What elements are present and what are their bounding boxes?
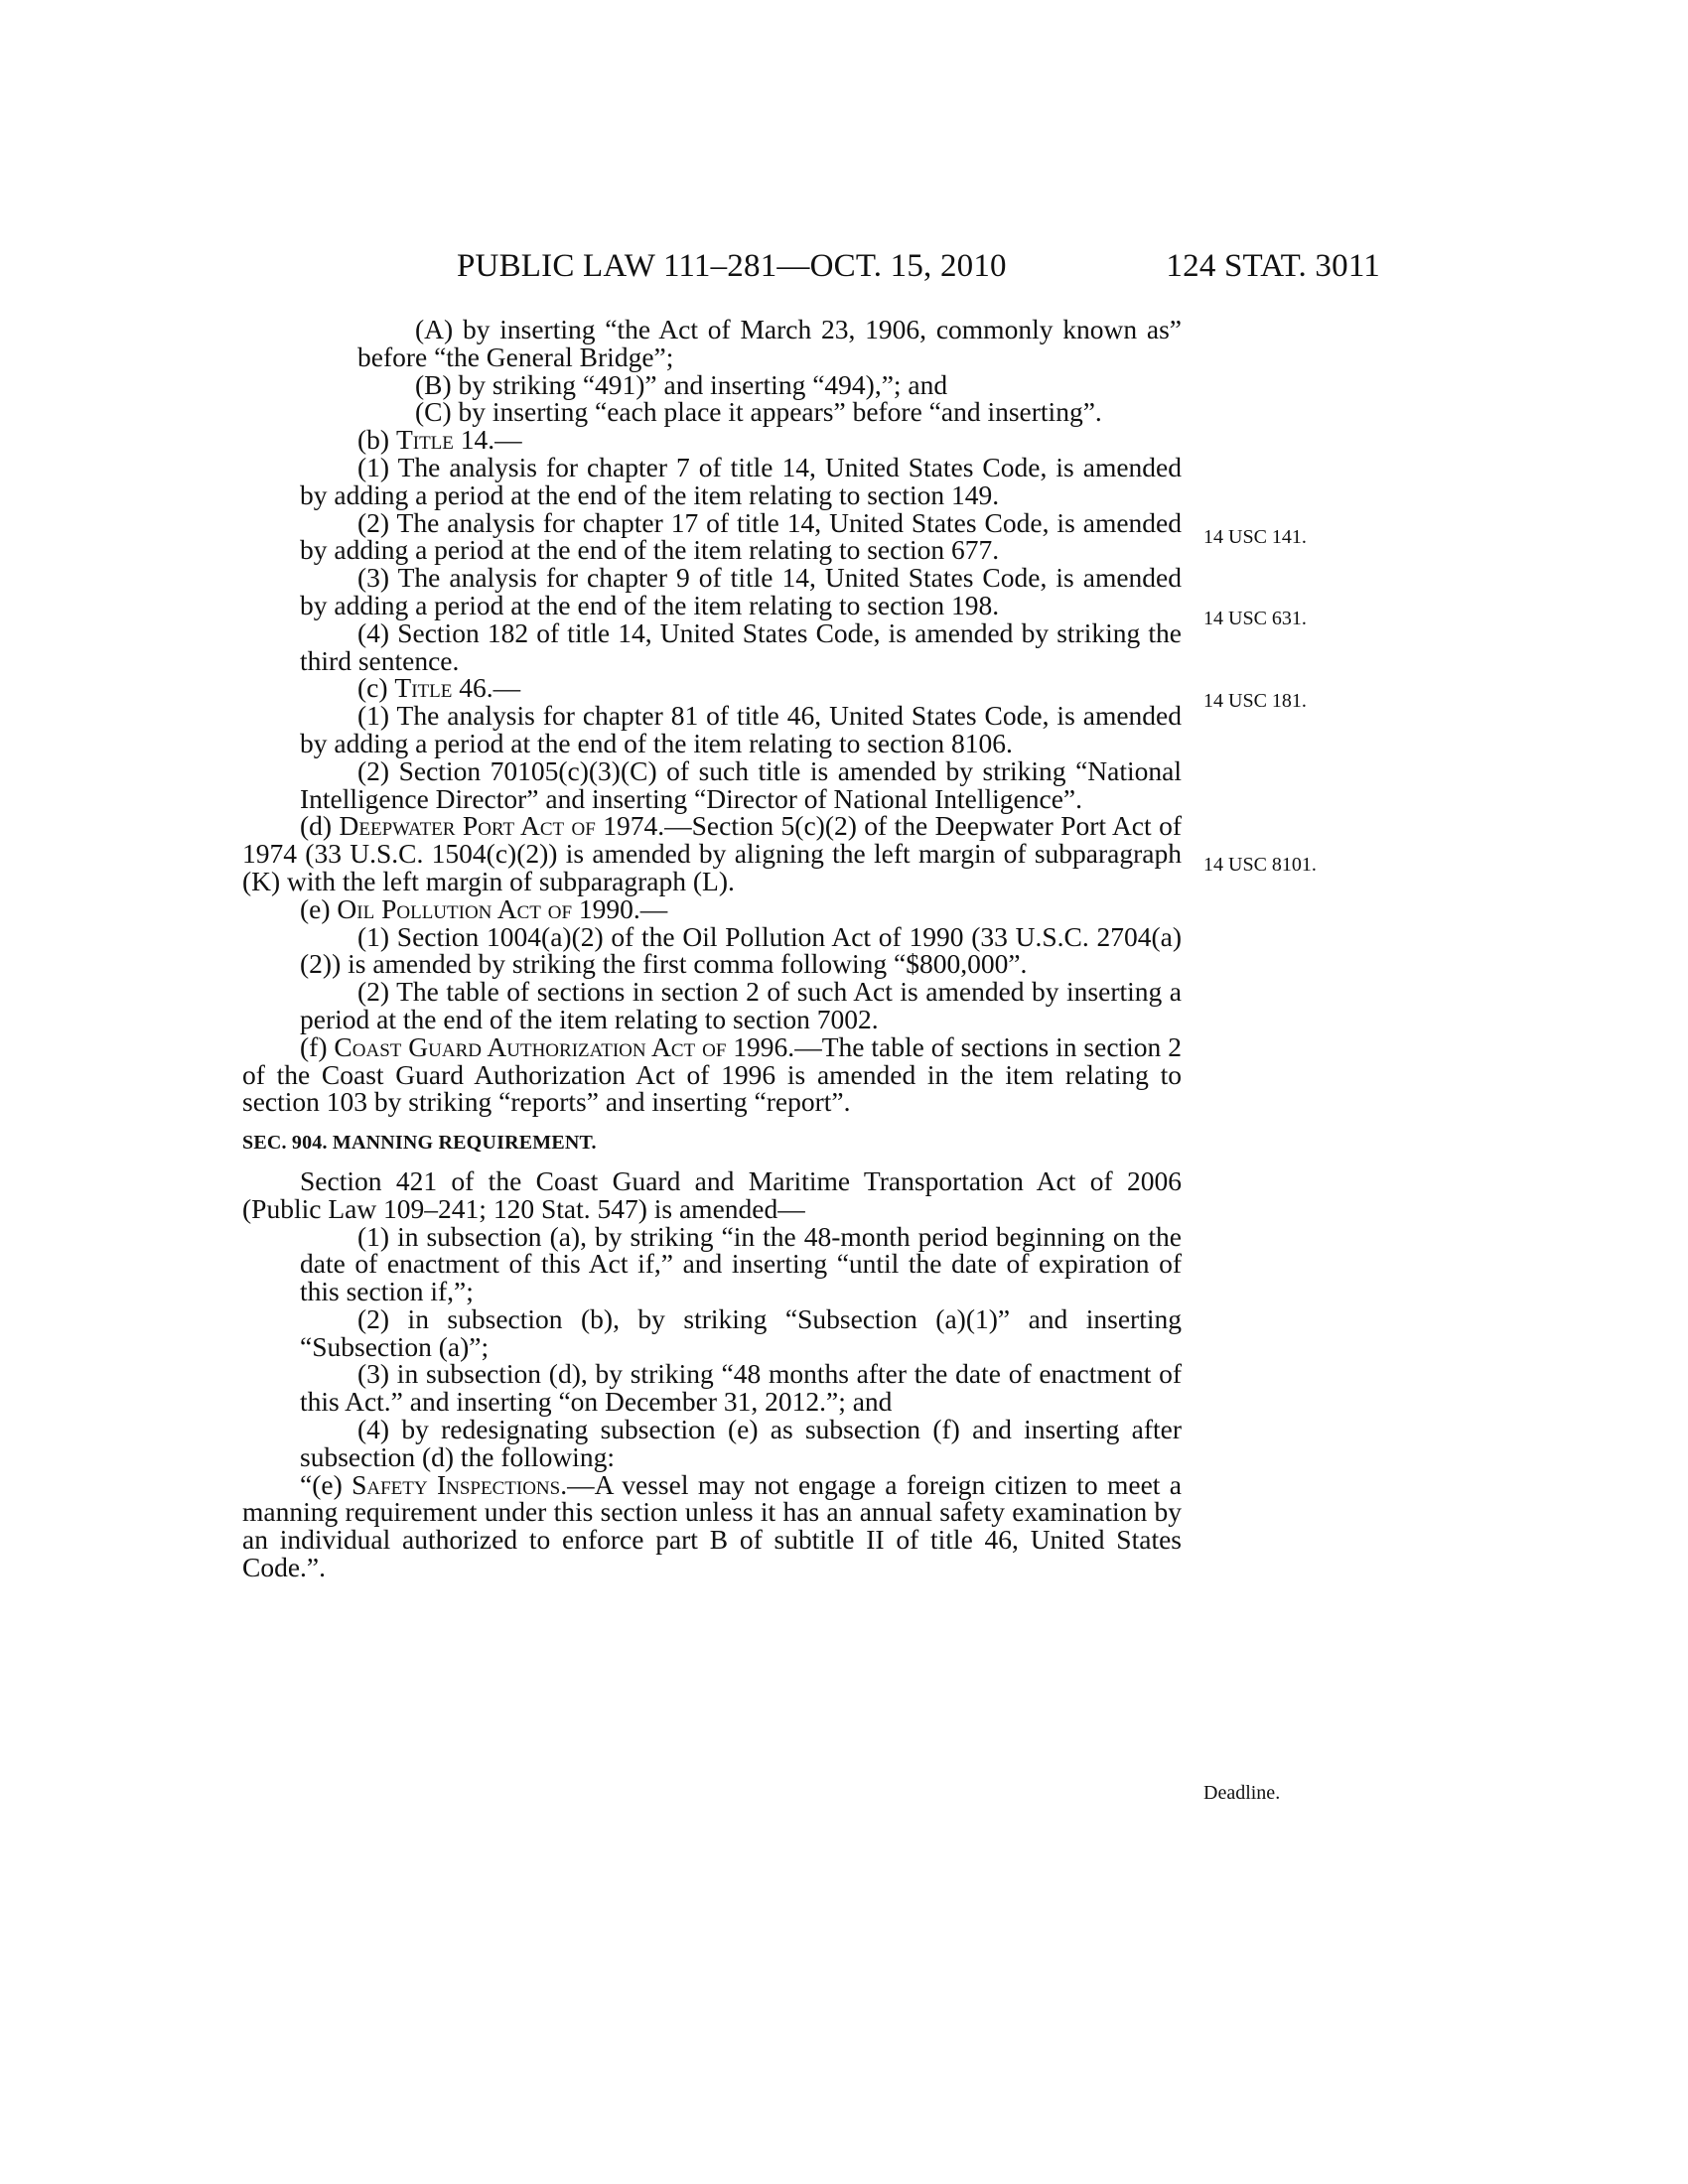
section-904-para-4: (4) by redesignating subsection (e) as subsection (f) and inserting after subsection (d) the following: [300,1414,1182,1472]
margin-note-14usc631: 14 USC 631. [1203,608,1307,629]
title14-para-2: (2) The analysis for chapter 17 of title 14, United States Code, is amended by adding a period at the end of the item relating to section 677. [300,506,1182,566]
section-904-intro: Section 421 of the Coast Guard and Maritime Transportation Act of 2006 (Public Law 109–241; 120 Stat. 547) is amended— [242,1164,1182,1224]
subsection-f-text: —The table of sections in section 2 of the Coast Guard Authorization Act of 1996 is amended in the item relating to section 103 by striking “reports” and inserting “report”. [242,1030,1182,1118]
item-A: (A) by inserting “the Act of March 23, 1906, commonly known as” before “the General Bridge”; [357,314,1182,372]
running-head: PUBLIC LAW 111–281—OCT. 15, 2010 [457,248,1007,284]
opa-para-2: (2) The table of sections in section 2 of such Act is amended by inserting a period at the end of the item relating to section 7002. [300,976,1182,1034]
title46-para-1: (1) The analysis for chapter 81 of title 46, United States Code, is amended by adding a period at the end of the item relating to section 8106. [300,700,1182,758]
subsection-b-label: (b) [357,424,396,456]
section-904-heading: SEC. 904. MANNING REQUIREMENT. [242,1132,597,1155]
subsection-d-label: (d) [300,810,340,842]
section-904-para-2: (2) in subsection (b), by striking “Subsection (a)(1)” and inserting “Subsection (a)”; [300,1302,1182,1362]
subsection-b-heading: Title 14.— [395,424,522,456]
margin-note-deadline: Deadline. [1203,1782,1281,1804]
safety-inspections-text: —A vessel may not engage a foreign citizen to meet a manning requirement under this section unless it has an annual safety examination by an individual authorized to enforce part B of subtitle II of title 46, United States Code.”. [242,1468,1182,1583]
subsection-c-label: (c) [357,672,395,704]
subsection-e [300,892,1182,924]
subsection-d-heading: Deepwater Port Act of 1974. [339,810,665,842]
section-904-para-1: (1) in subsection (a), by striking “in the 48-month period beginning on the date of enactment of this Act if,” and inserting “until the date of expiration of this section if,”; [300,1220,1182,1307]
margin-note-14usc141: 14 USC 141. [1203,526,1307,548]
margin-note-14usc181: 14 USC 181. [1203,690,1307,712]
safety-inspections-heading: Safety Inspections. [352,1468,568,1500]
subsection-e-label: (e) [300,892,338,924]
subsection-d [242,812,1182,894]
law-text [242,314,1182,1583]
margin-note-14usc8101: 14 USC 8101. [1203,854,1317,876]
safety-inspections [242,1468,1182,1583]
subsection-c-heading: Title 46.— [394,672,521,704]
item-B: (B) by striking “491)” and inserting “494),”; and [415,368,948,400]
title14-para-1: (1) The analysis for chapter 7 of title 14, United States Code, is amended by adding a period at the end of the item relating to section 149. [300,451,1182,510]
safety-inspections-label: “(e) [300,1468,352,1500]
subsection-f [242,1030,1182,1118]
subsection-c [300,674,1182,702]
page-header [457,248,1380,288]
item-C: (C) by inserting “each place it appears” before “and inserting”. [415,396,1102,428]
opa-para-1: (1) Section 1004(a)(2) of the Oil Pollution Act of 1990 (33 U.S.C. 2704(a)(2)) is amended by striking the first comma following “$800,000”. [300,920,1182,980]
title14-para-3: (3) The analysis for chapter 9 of title 14, United States Code, is amended by adding a period at the end of the item relating to section 198. [300,562,1182,620]
subsection-d-text: —Section 5(c)(2) of the Deepwater Port Act of 1974 (33 U.S.C. 1504(c)(2)) is amended by aligning the left margin of subparagraph (K) with the left margin of subparagraph (L). [242,810,1182,896]
subsection-f-heading: Coast Guard Authorization Act of 1996. [334,1030,795,1062]
subsection-f-label: (f) [300,1030,335,1062]
title46-para-2: (2) Section 70105(c)(3)(C) of such title is amended by striking “National Intelligence Director” and inserting “Director of National Intelligence”. [300,754,1182,814]
page-number: 124 STAT. 3011 [1166,248,1380,284]
subsection-b [300,426,1182,454]
title14-para-4: (4) Section 182 of title 14, United States Code, is amended by striking the third sentence. [300,616,1182,676]
section-904-para-3: (3) in subsection (d), by striking “48 months after the date of enactment of this Act.” and inserting “on December 31, 2012.”; and [300,1358,1182,1418]
subsection-e-heading: Oil Pollution Act of 1990.— [337,892,668,924]
